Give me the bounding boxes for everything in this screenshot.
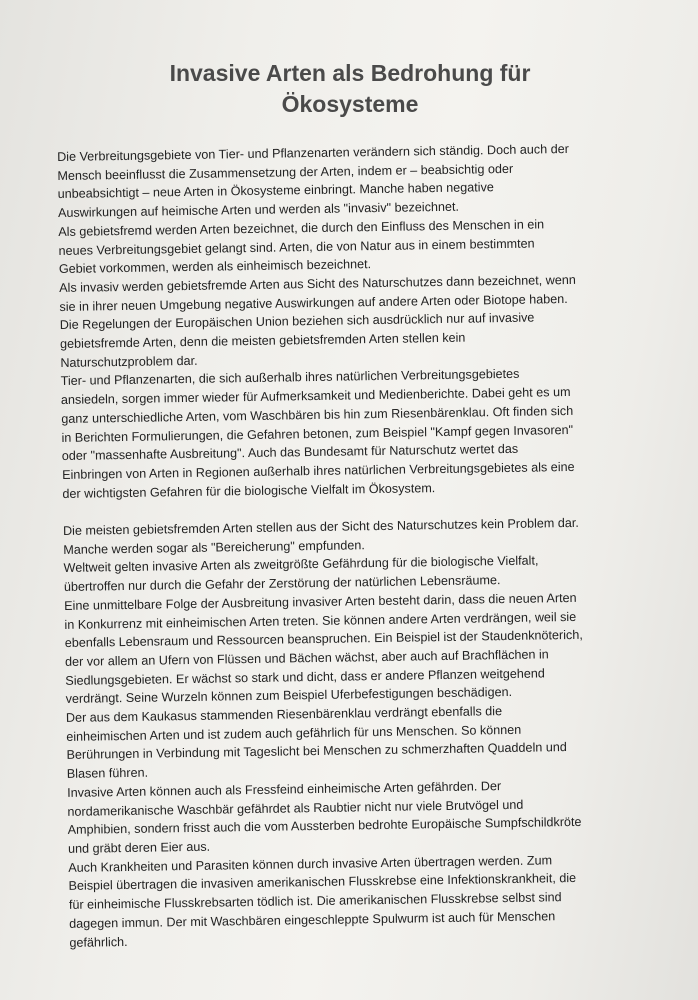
text-line: einheimischen Arten und ist zudem auch gefährlich für uns Menschen. So können	[66, 722, 522, 744]
text-line: Berührungen in Verbindung mit Tageslicht bei Menschen zu schmerzhaften Quaddeln und	[66, 740, 567, 763]
text-line: in Berichten Formulierungen, die Gefahren betonen, zum Beispiel "Kampf gegen Invasoren"	[61, 422, 574, 445]
text-line: der wichtigsten Gefahren für die biologische Vielfalt im Ökosystem.	[62, 480, 436, 501]
text-line: für einheimische Flusskrebsarten tödlich ist. Die amerikanischen Flusskrebse selbst sind	[68, 890, 562, 913]
text-line: Siedlungsgebieten. Er wächst so stark und dicht, dass er andere Pflanzen weitgehend	[65, 666, 545, 688]
text-line: verdrängt. Seine Wurzeln können zum Beispiel Uferbefestigungen beschädigen.	[65, 685, 513, 707]
text-line: Gebiet vorkommen, werden als einheimisch bezeichnet.	[58, 257, 372, 277]
text-line: dagegen immun. Der mit Waschbären eingeschleppte Spulwurm ist auch für Menschen	[69, 909, 556, 931]
text-line: der vor allem an Ufern von Flüssen und Bächen wächst, aber auch auf Brachflächen in	[64, 647, 549, 669]
text-line: oder "massenhafte Ausbreitung". Auch das Bundesamt für Naturschutz wertet das	[61, 442, 519, 464]
text-line: Die meisten gebietsfremden Arten stellen aus der Sicht des Naturschutzes kein Problem dar.	[62, 515, 579, 538]
text-line: und gräbt deren Eier aus.	[67, 839, 211, 856]
text-line: übertroffen nur durch die Gefahr der Zerstörung der natürlichen Lebensräume.	[63, 573, 501, 595]
text-line: Blasen führen.	[66, 765, 149, 782]
text-line: neues Verbreitungsgebiet gelangt sind. Arten, die von Natur aus in einem bestimmten	[58, 236, 535, 258]
text-line: Als invasiv werden gebietsfremde Arten aus Sicht des Naturschutzes dann bezeichnet, wenn	[59, 272, 576, 295]
title-line: Invasive Arten als Bedrohung für	[169, 60, 531, 86]
text-line: Tier- und Pflanzenarten, die sich außerhalb ihres natürlichen Verbreitungsgebietes	[60, 367, 520, 389]
text-line: in Konkurrenz mit einheimischen Arten treten. Sie können andere Arten verdrängen, weil sie	[64, 609, 577, 632]
text-line: Die Verbreitungsgebiete von Tier- und Pflanzenarten verändern sich ständig. Doch auch der	[57, 141, 569, 164]
page-title	[90, 58, 610, 120]
text-line: Auch Krankheiten und Parasiten können durch invasive Arten übertragen werden. Zum	[68, 853, 553, 875]
text-line: sie in ihrer neuen Umgebung negative Auswirkungen auf andere Arten oder Biotope haben.	[59, 291, 568, 314]
document-body	[57, 139, 660, 952]
text-line: Der aus dem Kaukasus stammenden Riesenbärenklau verdrängt ebenfalls die	[65, 704, 503, 726]
text-line: Eine unmittelbare Folge der Ausbreitung invasiver Arten besteht darin, dass die neuen Arten	[64, 590, 577, 613]
text-line: gebietsfremde Arten, denn die meisten gebietsfremden Arten stellen kein	[59, 330, 466, 352]
text-line: Auswirkungen auf heimische Arten und werden als "invasiv" bezeichnet.	[57, 199, 460, 221]
text-line: gefährlich.	[69, 934, 128, 950]
text-line: ganz unterschiedliche Arten, vom Waschbären bis hin zum Riesenbärenklau. Oft finden sich	[61, 403, 574, 426]
text-line: Als gebietsfremd werden Arten bezeichnet, die durch den Einfluss des Menschen in ein	[58, 217, 545, 239]
title-line: Ökosysteme	[281, 91, 419, 117]
text-line: ansiedeln, sorgen immer wieder für Aufmerksamkeit und Medienberichte. Dabei geht es um	[60, 385, 571, 408]
text-line: Weltweit gelten invasive Arten als zweitgrößte Gefährdung für die biologische Vielfalt,	[63, 553, 539, 576]
text-line: nordamerikanische Waschbär gefährdet als Raubtier nicht nur viele Brutvögel und	[67, 797, 524, 819]
text-line: Amphibien, sondern frisst auch die vom Aussterben bedrohte Europäische Sumpfschildkröte	[67, 815, 582, 838]
text-line: ebenfalls Lebensraum und Ressourcen beanspruchen. Ein Beispiel ist der Staudenknöterich,	[64, 628, 583, 651]
text-line: Beispiel übertragen die invasiven amerikanischen Flusskrebse eine Infektionskrankheit, die	[68, 871, 577, 894]
text-line: Invasive Arten können auch als Fressfeind einheimische Arten gefährden. Der	[67, 778, 502, 800]
text-line: Naturschutzproblem dar.	[60, 353, 198, 370]
text-line: Mensch beeinflusst die Zusammensetzung der Arten, indem er – beabsichtig oder	[57, 161, 514, 183]
text-line: unbeabsichtigt – neue Arten in Ökosysteme einbringt. Manche haben negative	[57, 180, 494, 202]
text-line: Manche werden sogar als "Bereicherung" empfunden.	[63, 537, 365, 557]
text-line: Einbringen von Arten in Regionen außerhalb ihres natürlichen Verbreitungsgebietes als eine	[62, 459, 575, 482]
text-line: Die Regelungen der Europäischen Union beziehen sich ausdrücklich nur auf invasive	[59, 310, 535, 333]
